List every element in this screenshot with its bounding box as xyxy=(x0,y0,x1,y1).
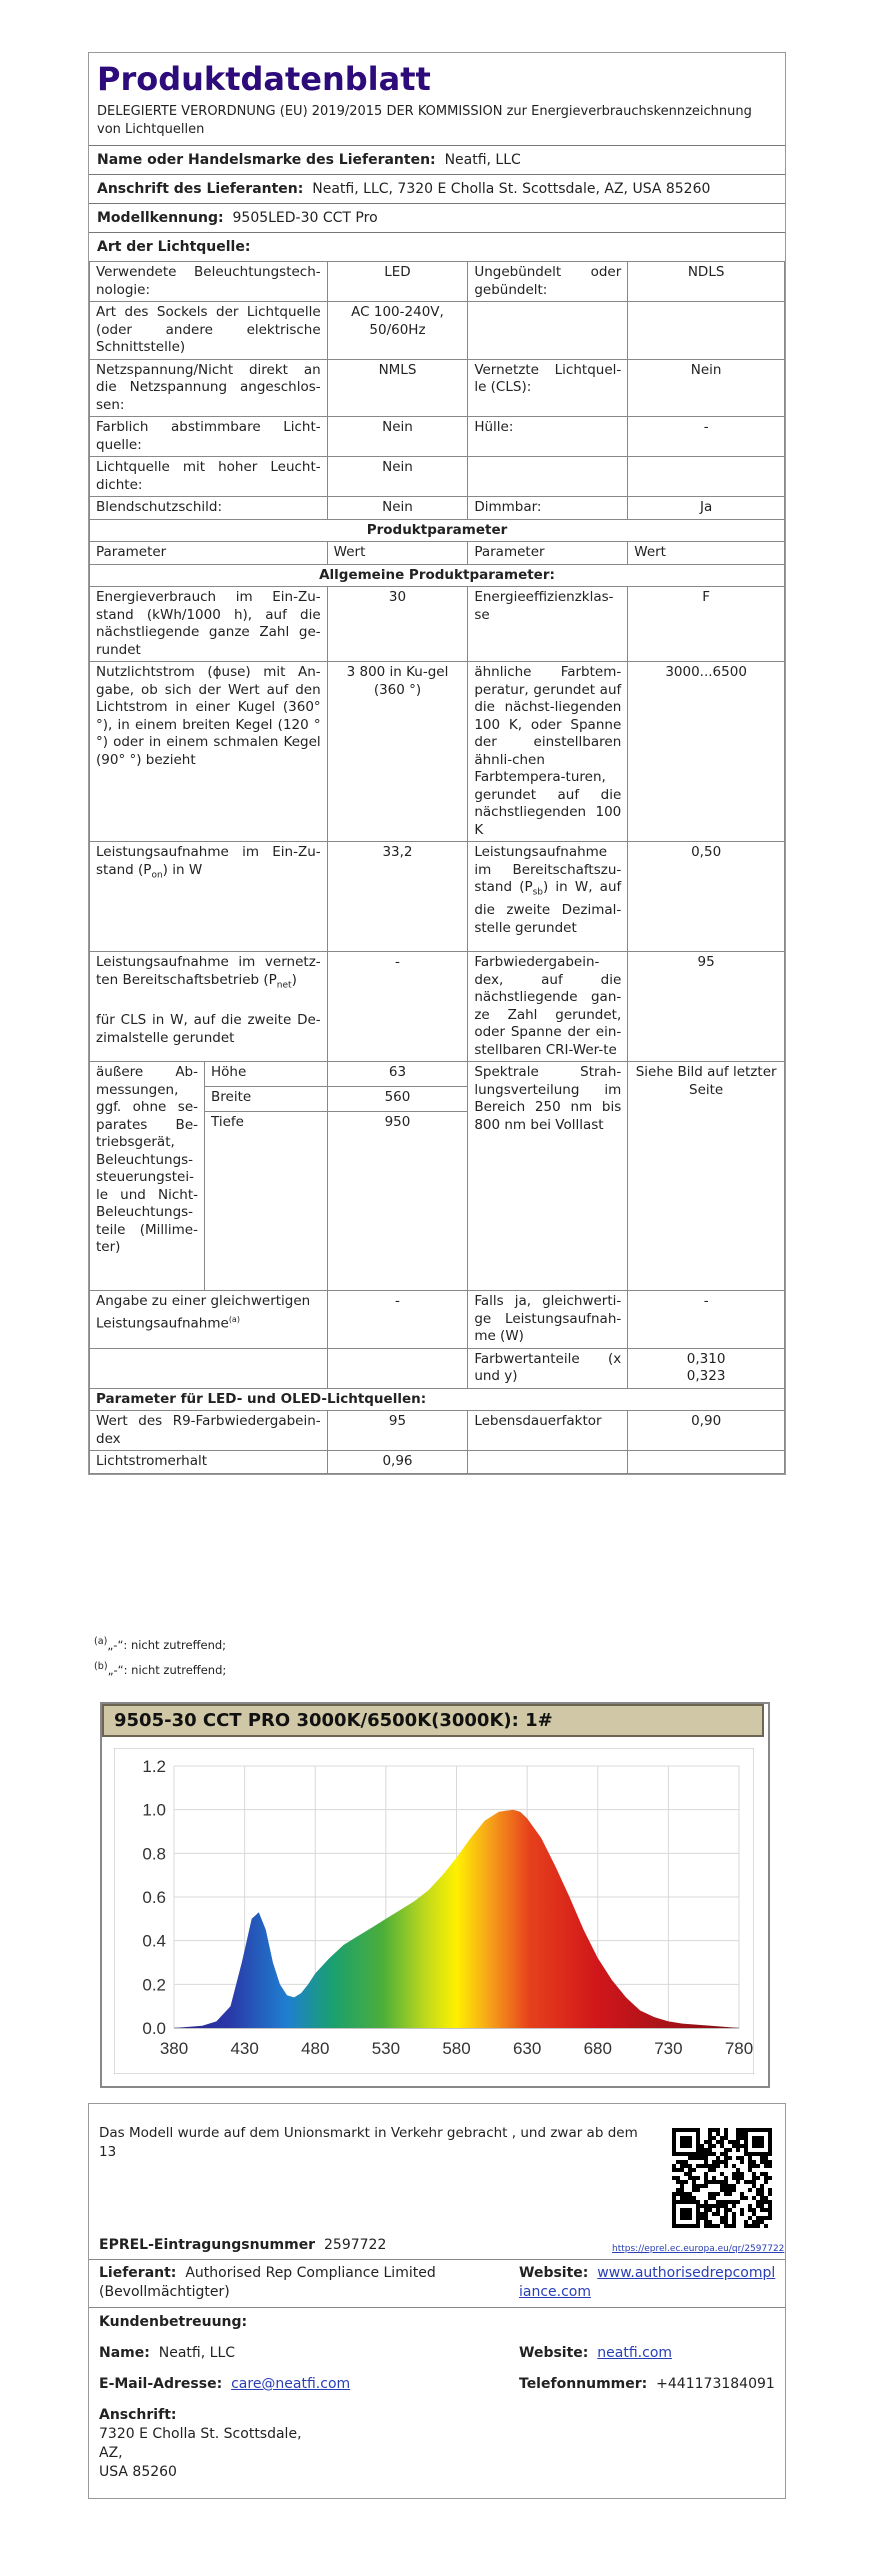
support-heading: Kundenbetreuung: xyxy=(99,2314,248,2330)
model-row xyxy=(89,204,785,233)
y-tick-label: 0.8 xyxy=(142,1844,166,1864)
type-row xyxy=(90,359,785,417)
col-param-2: Parameter xyxy=(468,542,628,565)
y-tick-label: 0.2 xyxy=(142,1975,166,1995)
type-heading-row xyxy=(89,233,785,261)
equiv-row xyxy=(90,1291,785,1349)
type-value-2 xyxy=(628,302,785,360)
dims-table xyxy=(90,1062,327,1290)
type-label-2: Hülle: xyxy=(468,417,628,457)
pnet-row xyxy=(90,952,785,1062)
chart-title: 9505-30 CCT PRO 3000K/6500K(3000K): 1# xyxy=(102,1704,764,1737)
equiv-label: Angabe zu einer gleichwertigen Leistungsaufnahme$^{(a)}$ xyxy=(90,1291,328,1349)
support-phone: Telefonnummer: +441173184091 xyxy=(519,2376,775,2392)
type-value-2: Nein xyxy=(628,359,785,417)
x-tick-label: 380 xyxy=(159,2039,189,2058)
x-tick-label: 530 xyxy=(371,2039,401,2058)
energy-value: 30 xyxy=(327,587,468,662)
equiv-value: - xyxy=(327,1291,468,1349)
cri-label: Farbwiedergabein-dex, auf die nächstliegende gan-ze Zahl gerundet, oder Spanne der ein-stellbaren CRI-Wer-te xyxy=(468,952,628,1062)
type-row xyxy=(90,497,785,520)
depth-label: Tiefe xyxy=(211,1114,244,1130)
footnote-b: $^{(b)}$„-“: nicht zutreffend; xyxy=(94,1660,227,1677)
type-label-2: Dimmbar: xyxy=(468,497,628,520)
cct-value: 3000...6500 xyxy=(628,662,785,842)
psb-label: Leistungsaufnahme im Bereitschaftszu-stand $(P_{sb})$ in W, auf die zweite Dezimal-stelle gerundet xyxy=(468,842,628,952)
flux-maint-empty-1 xyxy=(468,1451,628,1474)
x-tick-label: 630 xyxy=(512,2039,542,2058)
flux-maint-empty-2 xyxy=(628,1451,785,1474)
height-value: 63 xyxy=(328,1062,468,1087)
regulation-text: DELEGIERTE VERORDNUNG (EU) 2019/2015 DER KOMMISSION zur Energieverbrauchskennzeichnung von Lichtquellen xyxy=(97,104,752,137)
led-heading: Parameter für LED- und OLED-Lichtquellen: xyxy=(90,1388,785,1411)
y-tick-label: 1.2 xyxy=(142,1757,166,1776)
chroma-value: 0,310 0,323 xyxy=(628,1348,785,1388)
web-link[interactable]: neatfi.com xyxy=(597,2345,673,2361)
pnet-label: Leistungsaufnahme im vernetz-ten Bereitschaftsbetrieb $(P_{net})$ für CLS in W, auf die zweite De-zimalstelle gerundet xyxy=(90,952,328,1062)
energy-row xyxy=(90,587,785,662)
page-title: Produktdatenblatt xyxy=(97,60,431,98)
type-label: Blendschutzschild: xyxy=(90,497,328,520)
type-value: NMLS xyxy=(327,359,468,417)
spectrum-plot xyxy=(114,1748,754,2074)
flux-maint-label: Lichtstromerhalt xyxy=(90,1451,328,1474)
width-label: Breite xyxy=(205,1087,327,1112)
type-row xyxy=(90,262,785,302)
flux-maint-value: 0,96 xyxy=(327,1451,468,1474)
equiv2-value: - xyxy=(628,1291,785,1349)
r9-label: Wert des R9-Farbwiedergabein-dex xyxy=(90,1411,328,1451)
model-label: Modellkennung: xyxy=(97,210,224,226)
dims-label: äußere Ab-messungen, ggf. ohne se-parates Be-triebsgerät, Beleuchtungs-steuerungstei-le und Nicht-Beleuchtungs-teile (Millime-ter) xyxy=(90,1062,205,1290)
type-label: Farblich abstimmbare Licht-quelle: xyxy=(90,417,328,457)
flux-maint-row xyxy=(90,1451,785,1474)
divider xyxy=(89,2259,785,2260)
market-text: Das Modell wurde auf dem Unionsmarkt in Verkehr gebracht , und zwar ab dem 13 xyxy=(99,2125,638,2160)
sheet-header xyxy=(89,53,785,146)
type-label-2 xyxy=(468,302,628,360)
pon-label: Leistungsaufnahme im Ein-Zu-stand $(P_{on})$ in W xyxy=(90,842,328,952)
footer-sheet xyxy=(88,2103,786,2499)
params-heading: Produktparameter xyxy=(90,519,785,542)
spectrum-chart xyxy=(100,1702,770,2088)
height-label: Höhe xyxy=(205,1062,327,1087)
chroma-row xyxy=(90,1348,785,1388)
y-tick-label: 1.0 xyxy=(142,1800,166,1820)
email-link[interactable]: care@neatfi.com xyxy=(231,2376,351,2392)
chroma-empty-1 xyxy=(90,1348,328,1388)
type-row xyxy=(90,417,785,457)
x-tick-label: 730 xyxy=(654,2039,683,2058)
address-label: Anschrift des Lieferanten: xyxy=(97,181,304,197)
agent-web-row: Website: www.authorisedrepcompliance.com xyxy=(519,2265,776,2300)
dims-row xyxy=(90,1062,785,1291)
y-tick-label: 0.4 xyxy=(142,1931,166,1951)
type-value: AC 100-240V, 50/60Hz xyxy=(327,302,468,360)
cct-label: ähnliche Farbtem-peratur, gerundet auf die nächst-liegenden 100 K, oder Spanne der einstellbaren ähnli-chen Farbtempera-turen, gerundet auf die nächstliegenden 100 K xyxy=(468,662,628,842)
support-name: Name: Neatfi, LLC xyxy=(99,2345,236,2361)
col-value-2: Wert xyxy=(628,542,785,565)
address-row xyxy=(89,175,785,204)
supplier-value: Neatfi, LLC xyxy=(444,152,521,168)
eclass-value: F xyxy=(628,587,785,662)
footnote-a: $^{(a)}$„-“: nicht zutreffend; xyxy=(94,1636,227,1652)
type-label: Art des Sockels der Lichtquelle (oder andere elektrische Schnittstelle) xyxy=(90,302,328,360)
spd-label: Spektrale Strah-lungsverteilung im Bereich 250 nm bis 800 nm bei Volllast xyxy=(468,1062,628,1291)
type-label: Verwendete Beleuchtungstech-nologie: xyxy=(90,262,328,302)
equiv2-label: Falls ja, gleichwerti-ge Leistungsaufnah-me (W) xyxy=(468,1291,628,1349)
spec-table xyxy=(89,261,785,1474)
width-value: 560 xyxy=(328,1087,468,1112)
depth-value: 950 xyxy=(384,1114,411,1130)
eprel-row: EPREL-Eintragungsnummer 2597722 xyxy=(99,2237,387,2253)
chroma-empty-2 xyxy=(327,1348,468,1388)
type-row xyxy=(90,302,785,360)
type-value: Nein xyxy=(327,417,468,457)
cri-value: 95 xyxy=(628,952,785,1062)
support-address: Anschrift: 7320 E Cholla St. Scottsdale, AZ, USA 85260 xyxy=(99,2407,302,2480)
supplier-row xyxy=(89,146,785,175)
pnet-value: - xyxy=(327,952,468,1062)
psb-value: 0,50 xyxy=(628,842,785,952)
life-label: Lebensdauerfaktor xyxy=(468,1411,628,1451)
dims-cell xyxy=(90,1062,328,1291)
general-heading: Allgemeine Produktparameter: xyxy=(90,564,785,587)
type-label: Lichtquelle mit hoher Leucht-dichte: xyxy=(90,457,328,497)
address-value: Neatfi, LLC, 7320 E Cholla St. Scottsdale, AZ, USA 85260 xyxy=(312,181,711,197)
support-web: Website: neatfi.com xyxy=(519,2345,673,2361)
qr-code-icon[interactable] xyxy=(672,2128,772,2228)
dims-values xyxy=(327,1062,468,1291)
y-tick-label: 0.6 xyxy=(142,1888,166,1907)
type-value: LED xyxy=(327,262,468,302)
energy-label: Energieverbrauch im Ein-Zu-stand (kWh/1000 h), auf die nächstliegende ganze Zahl ge-rundet xyxy=(90,587,328,662)
flux-value: 3 800 in Ku-gel (360 °) xyxy=(327,662,468,842)
type-value-2: - xyxy=(628,417,785,457)
col-value-1: Wert xyxy=(327,542,468,565)
type-value: Nein xyxy=(327,497,468,520)
type-value-2: NDLS xyxy=(628,262,785,302)
r9-value: 95 xyxy=(327,1411,468,1451)
eprel-link[interactable]: https://eprel.ec.europa.eu/qr/2597722 xyxy=(612,2244,785,2254)
type-label-2: Ungebündelt oder gebündelt: xyxy=(468,262,628,302)
col-param-1: Parameter xyxy=(90,542,328,565)
r9-row xyxy=(90,1411,785,1451)
life-value: 0,90 xyxy=(628,1411,785,1451)
flux-row xyxy=(90,662,785,842)
x-tick-label: 680 xyxy=(583,2039,612,2058)
footnotes xyxy=(88,1625,790,1681)
type-value-2 xyxy=(628,457,785,497)
agent-row: Lieferant: Authorised Rep Compliance Limited (Bevollmächtigter) xyxy=(99,2265,436,2300)
supplier-label: Name oder Handelsmarke des Lieferanten: xyxy=(97,152,436,168)
divider xyxy=(89,2307,785,2308)
type-value: Nein xyxy=(327,457,468,497)
type-value-2: Ja xyxy=(628,497,785,520)
flux-label: Nutzlichtstrom (ϕuse) mit An-gabe, ob sich der Wert auf den Lichtstrom in einer Kugel (360° °), in einem breiten Kegel (120 °°) oder in einem schmalen Kegel (90° °) bezieht xyxy=(90,662,328,842)
x-tick-label: 430 xyxy=(230,2039,259,2058)
eclass-label: Energieeffizienzklas-se xyxy=(468,587,628,662)
pon-row xyxy=(90,842,785,952)
agent-web-link[interactable]: www.authorisedrepcompliance.com xyxy=(519,2265,776,2300)
support-email: E-Mail-Adresse: care@neatfi.com xyxy=(99,2376,351,2392)
type-label: Netzspannung/Nicht direkt an die Netzspannung angeschlos-sen: xyxy=(90,359,328,417)
type-label-2 xyxy=(468,457,628,497)
x-tick-label: 780 xyxy=(724,2039,754,2058)
x-tick-label: 580 xyxy=(442,2039,471,2058)
model-value: 9505LED-30 CCT Pro xyxy=(232,210,378,226)
type-heading: Art der Lichtquelle: xyxy=(97,239,251,255)
type-label-2: Vernetzte Lichtquel-le (CLS): xyxy=(468,359,628,417)
type-row xyxy=(90,457,785,497)
product-data-sheet xyxy=(88,52,786,1475)
chroma-label: Farbwertanteile (x und y) xyxy=(468,1348,628,1388)
y-tick-label: 0.0 xyxy=(142,2019,166,2038)
spd-value: Siehe Bild auf letzter Seite xyxy=(628,1062,785,1291)
pon-value: 33,2 xyxy=(327,842,468,952)
x-tick-label: 480 xyxy=(301,2039,330,2058)
